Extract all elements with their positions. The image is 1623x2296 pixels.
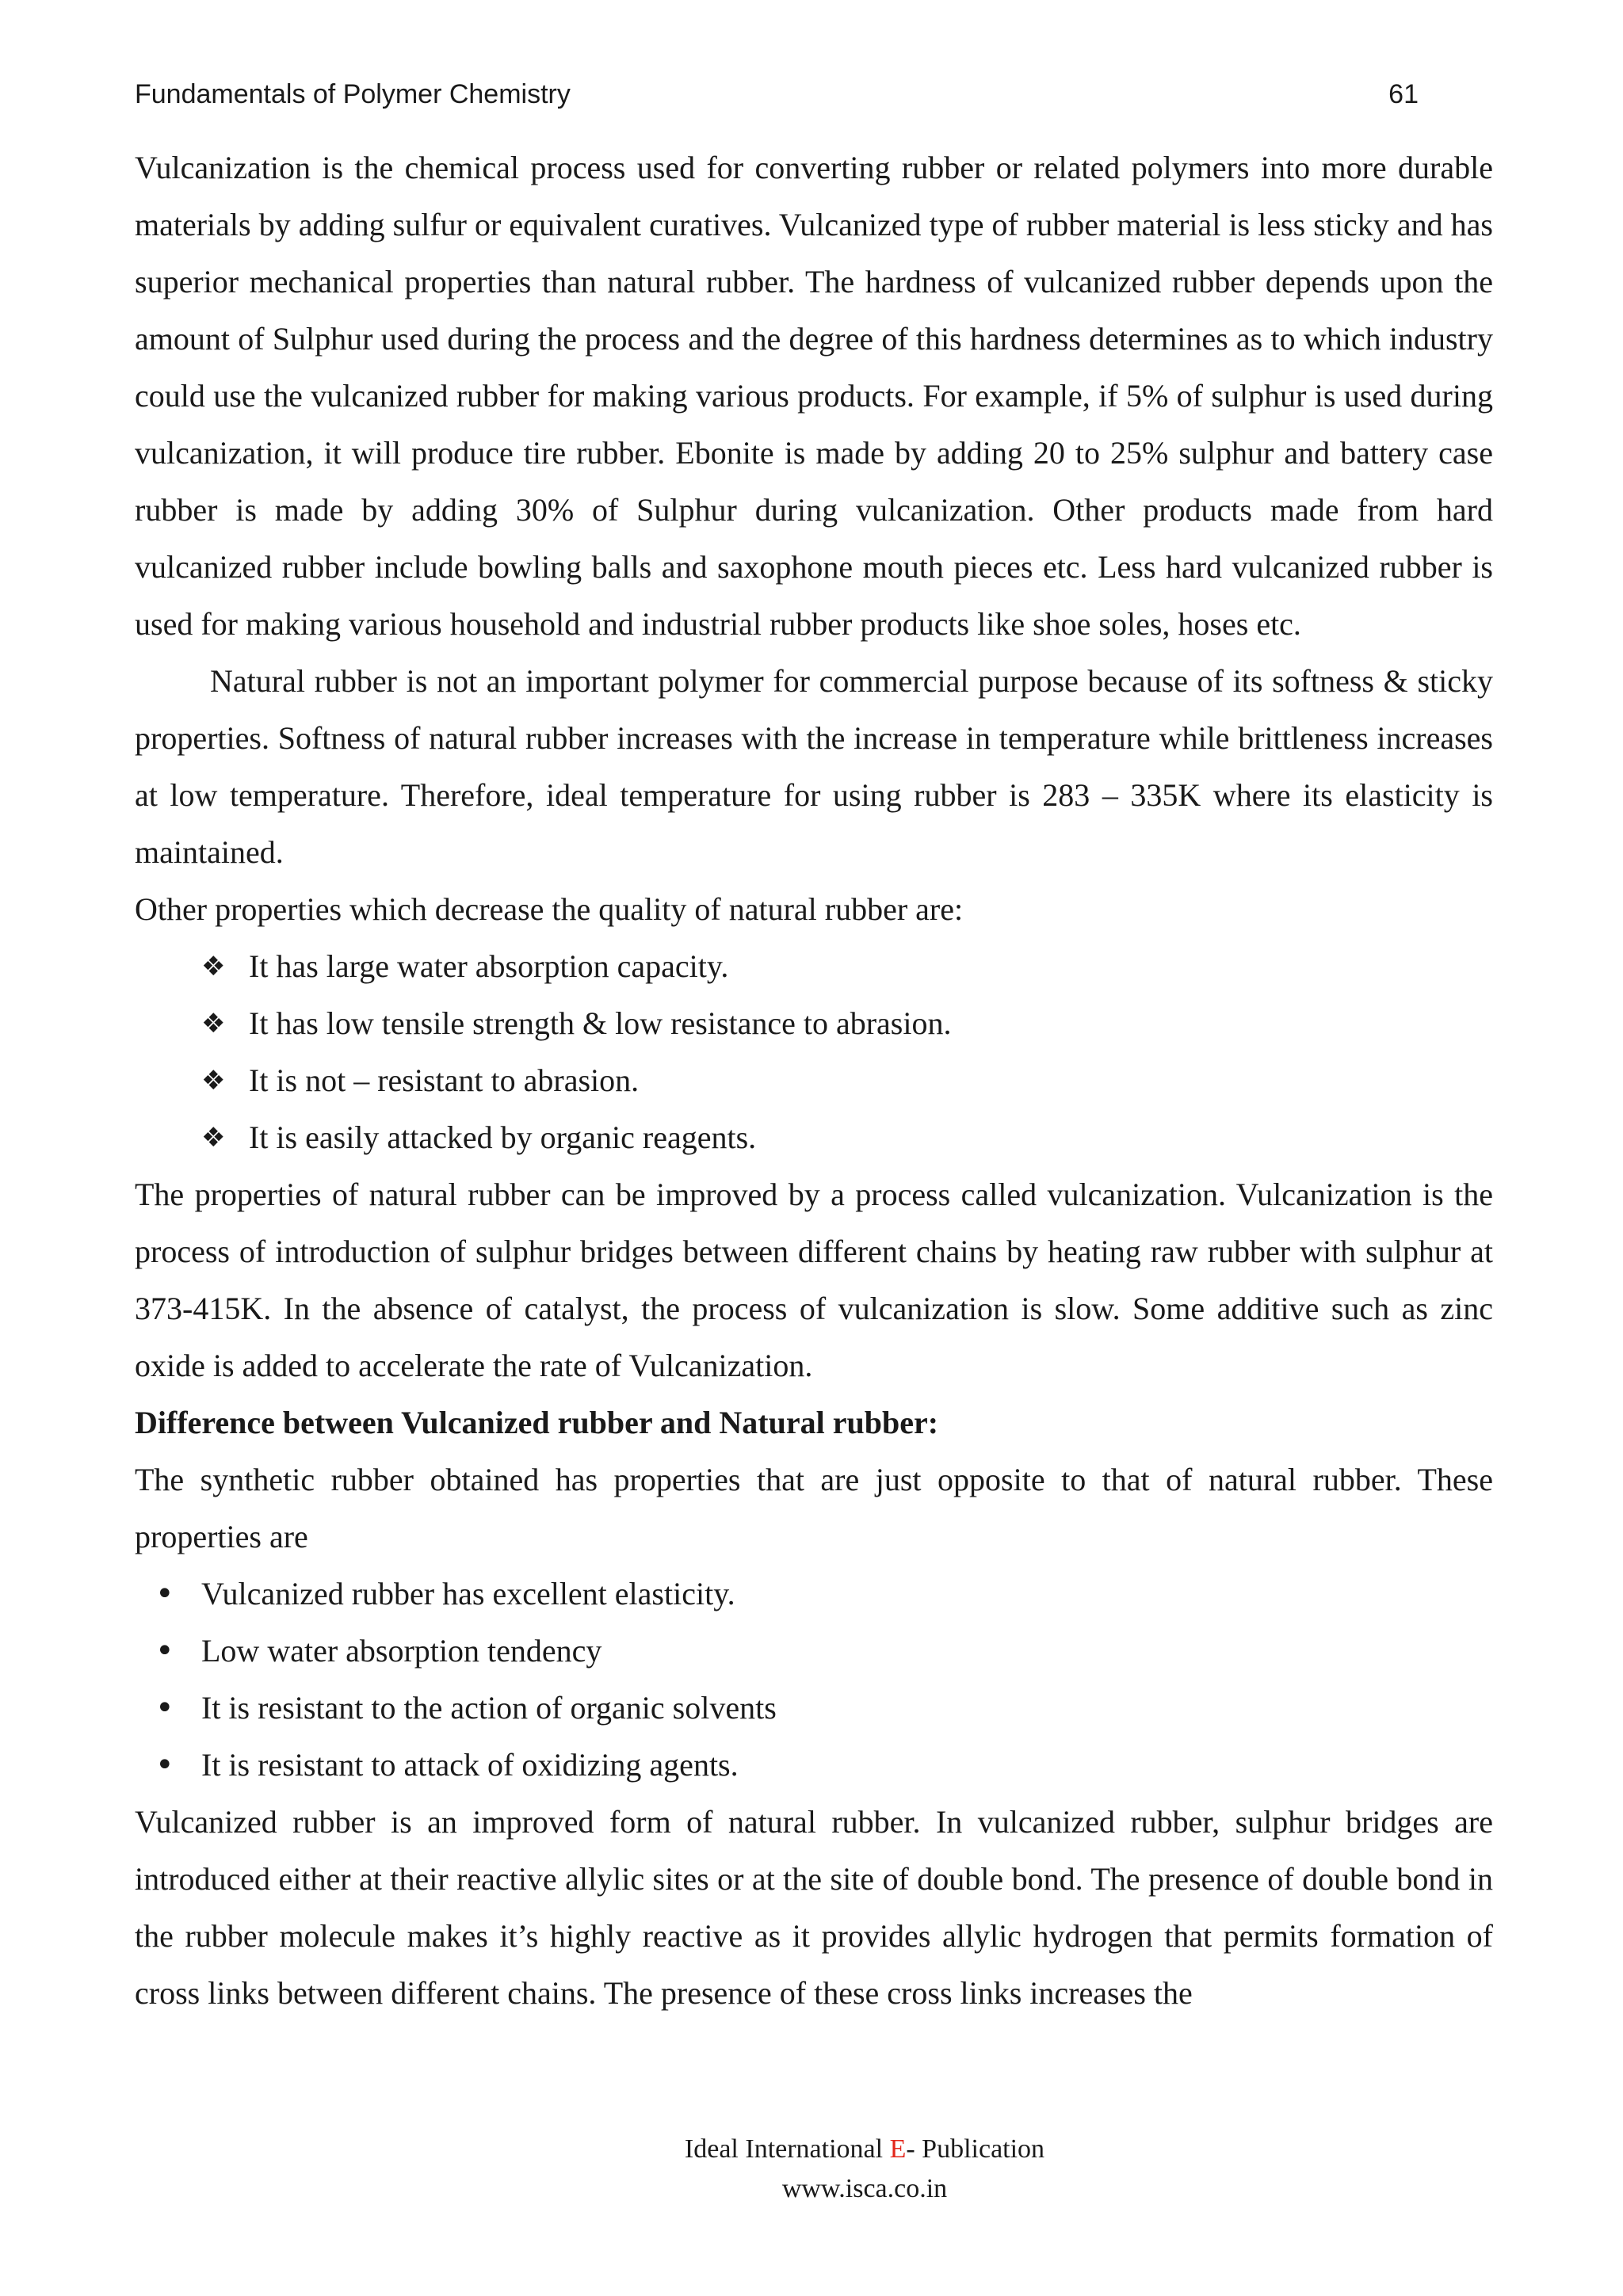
publisher-line — [0, 2130, 1623, 2169]
diamond-bullet-icon: ❖ — [201, 1065, 226, 1097]
list-item — [201, 938, 1493, 995]
list-item-text: It has low tensile strength & low resistance to abrasion. — [249, 1005, 952, 1041]
list-item-text: It is easily attacked by organic reagents. — [249, 1119, 757, 1155]
list-item — [201, 995, 1493, 1052]
section-heading: Difference between Vulcanized rubber and Natural rubber: — [135, 1405, 939, 1440]
list-item-text: It is resistant to attack of oxidizing agents. — [201, 1747, 739, 1783]
publisher-website: www.isca.co.in — [781, 2174, 948, 2203]
paragraph-section-intro: The synthetic rubber obtained has properties that are just opposite to that of natural rubber. These properties are — [135, 1462, 1493, 1554]
list-item — [201, 1109, 1493, 1166]
list-item-text: Low water absorption tendency — [201, 1633, 602, 1669]
paragraph-other-properties-lead: Other properties which decrease the quality of natural rubber are: — [135, 891, 964, 927]
diamond-bullet-icon: ❖ — [201, 1122, 226, 1154]
page-body — [135, 139, 1493, 2022]
publisher-accent-letter: E — [889, 2134, 907, 2164]
publisher-name: Ideal International — [684, 2134, 890, 2164]
negative-properties-list — [135, 938, 1493, 1166]
list-item-text: Vulcanized rubber has excellent elasticity. — [201, 1576, 735, 1611]
running-header — [135, 79, 1419, 119]
paragraph-vulcanization-intro: Vulcanization is the chemical process used for converting rubber or related polymers into more durable materials by adding sulfur or equivalent curatives. Vulcanized type of rubber material is less sticky and has superior mechanical properties than natural rubber. The hardness of vulcanized rubber depends upon the amount of Sulphur used during the process and the degree of this hardness determines as to which industry could use the vulcanized rubber for making various products. For example, if 5% of sulphur is used during vulcanization, it will produce tire rubber. Ebonite is made by adding 20 to 25% sulphur and battery case rubber is made by adding 30% of Sulphur during vulcanization. Other products made from hard vulcanized rubber include bowling balls and saxophone mouth pieces etc. Less hard vulcanized rubber is used for making various household and industrial rubber products like shoe soles, hoses etc. — [135, 150, 1493, 642]
vulcanized-properties-list — [135, 1566, 1493, 1794]
diamond-bullet-icon: ❖ — [201, 951, 226, 982]
list-item — [155, 1737, 1493, 1794]
book-title: Fundamentals of Polymer Chemistry — [135, 79, 571, 109]
page-number: 61 — [1388, 79, 1419, 109]
list-item-text: It is not – resistant to abrasion. — [249, 1062, 640, 1098]
paragraph-vulcanization-process: The properties of natural rubber can be improved by a process called vulcanization. Vulcanization is the process of introduction of sulphur bridges between different chains by heating raw rubber with sulphur at 373-415K. In the absence of catalyst, the process of vulcanization is slow. Some additive such as zinc oxide is added to accelerate the rate of Vulcanization. — [135, 1177, 1493, 1383]
bullet-dot-icon: • — [155, 1633, 174, 1669]
bullet-dot-icon: • — [155, 1576, 174, 1612]
list-item — [155, 1623, 1493, 1680]
paragraph-closing: Vulcanized rubber is an improved form of natural rubber. In vulcanized rubber, sulphur bridges are introduced either at their reactive allylic sites or at the site of double bond. The presence of double bond in the rubber molecule makes it’s highly reactive as it provides allylic hydrogen that permits formation of cross links between different chains. The presence of these cross links increases the — [135, 1804, 1493, 2011]
list-item — [201, 1052, 1493, 1109]
publisher-suffix: - Publication — [906, 2134, 1045, 2164]
list-item — [155, 1566, 1493, 1623]
page-footer — [0, 2130, 1623, 2209]
list-item-text: It is resistant to the action of organic solvents — [201, 1690, 777, 1726]
list-item — [155, 1680, 1493, 1737]
bullet-dot-icon: • — [155, 1747, 174, 1783]
paragraph-natural-rubber: Natural rubber is not an important polymer for commercial purpose because of its softness & sticky properties. Softness of natural rubber increases with the increase in temperature while brittleness increases at low temperature. Therefore, ideal temperature for using rubber is 283 – 335K where its elasticity is maintained. — [135, 663, 1493, 870]
diamond-bullet-icon: ❖ — [201, 1008, 226, 1039]
bullet-dot-icon: • — [155, 1690, 174, 1726]
list-item-text: It has large water absorption capacity. — [249, 948, 729, 984]
